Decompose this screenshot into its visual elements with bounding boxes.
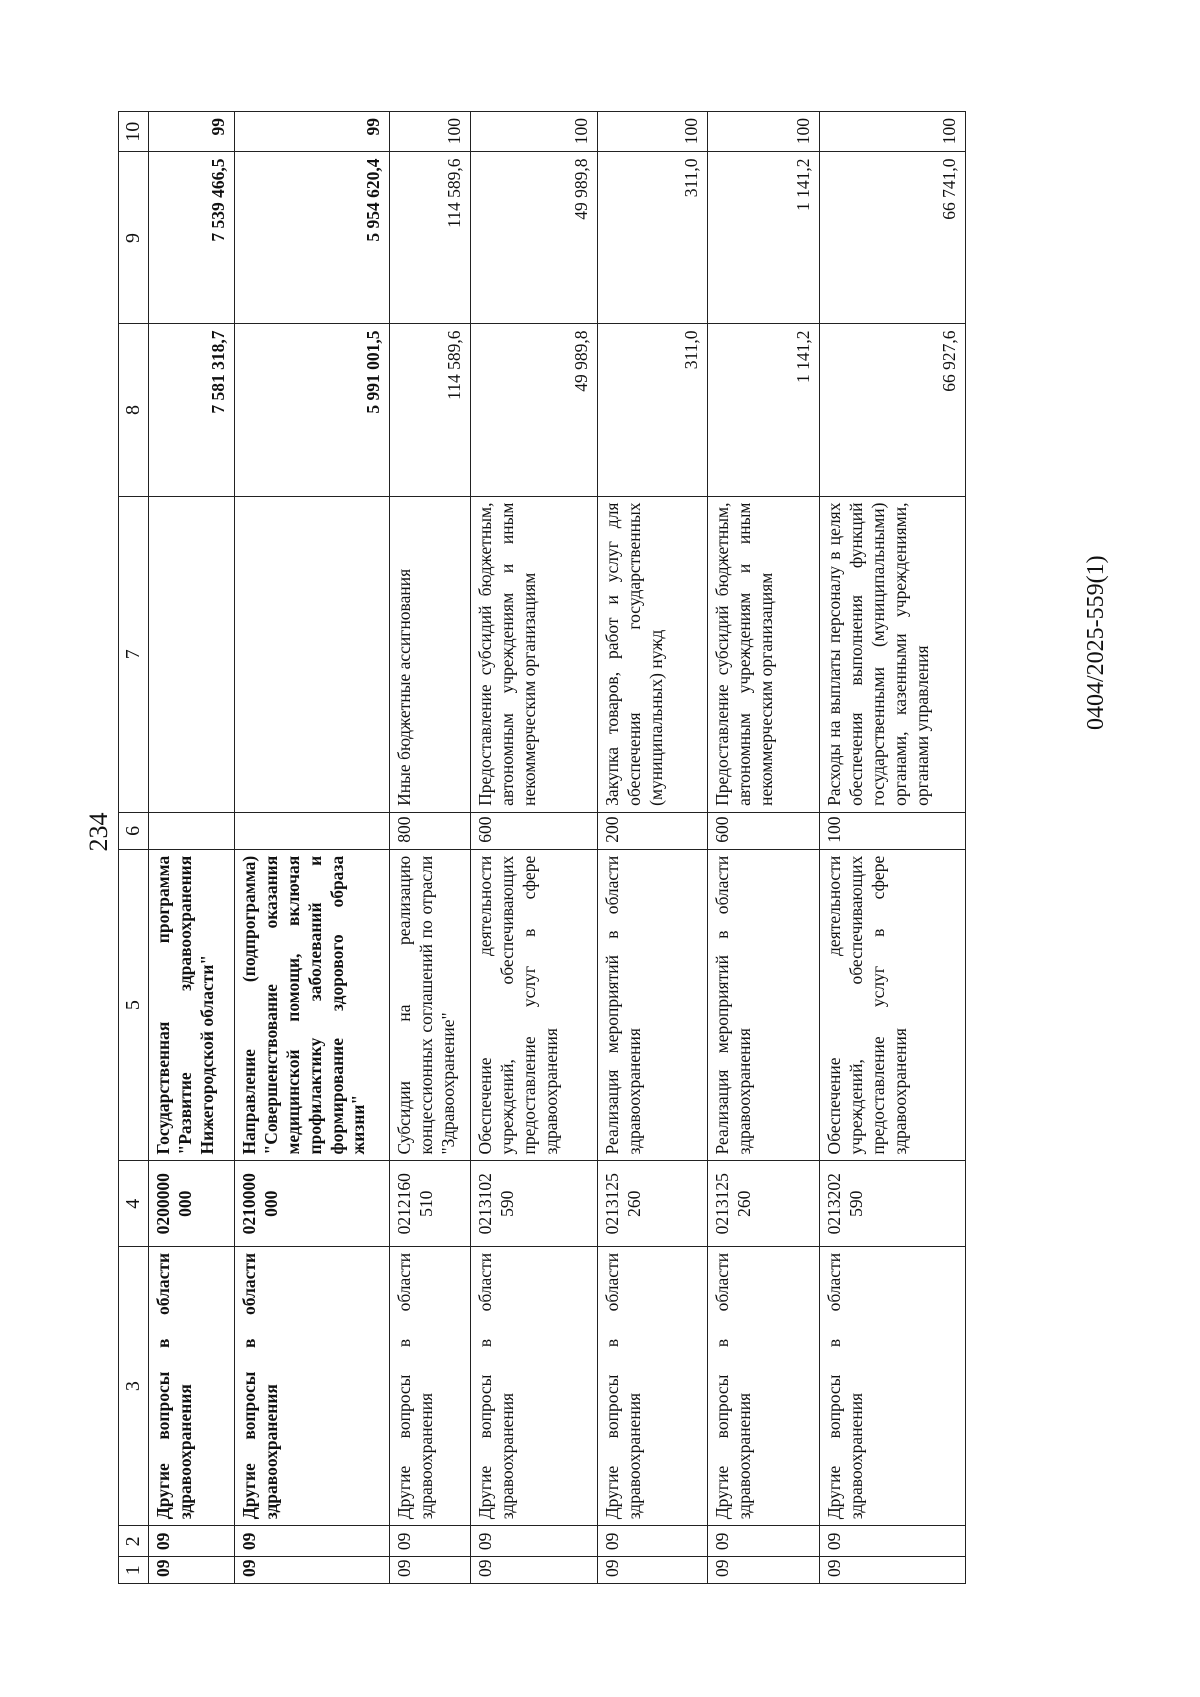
subsection-code: 09 [708,1526,820,1557]
expense-type-code [149,812,235,849]
table-row [235,112,390,1584]
subsection-code: 09 [820,1526,966,1557]
column-header-5: 5 [119,849,149,1161]
budget-table [118,111,966,1584]
target-article-code: 0200000 000 [149,1161,235,1246]
execution-percent: 100 [390,112,471,152]
section-code: 09 [471,1557,598,1584]
subsection-name: Другие вопросы в области здравоохранения [149,1246,235,1525]
program-name: Реализация мероприятий в области здравоохранения [708,849,820,1161]
target-article-code: 0213125 260 [598,1161,708,1246]
subsection-name: Другие вопросы в области здравоохранения [471,1246,598,1525]
executed-amount: 1 141,2 [708,152,820,324]
expense-type-name: Расходы на выплаты персоналу в целях обеспечения выполнения функций государственными (муниципальными) органами, казенными учреждениями, органами управления [820,496,966,812]
subsection-code: 09 [390,1526,471,1557]
table-body [149,112,966,1584]
target-article-code: 0213102 590 [471,1161,598,1246]
column-header-6: 6 [119,812,149,849]
table-row [390,112,471,1584]
table-row [149,112,235,1584]
expense-type-code: 600 [708,812,820,849]
column-header-7: 7 [119,496,149,812]
column-header-4: 4 [119,1161,149,1246]
target-article-code: 0212160 510 [390,1161,471,1246]
subsection-name: Другие вопросы в области здравоохранения [820,1246,966,1525]
target-article-code: 0210000 000 [235,1161,390,1246]
program-name: Обеспечение деятельности учреждений, обеспечивающих предоставление услуг в сфере здравоохранения [820,849,966,1161]
column-header-2: 2 [119,1526,149,1557]
execution-percent: 100 [471,112,598,152]
section-code: 09 [390,1557,471,1584]
planned-amount: 1 141,2 [708,324,820,496]
expense-type-code: 200 [598,812,708,849]
expense-type-code: 600 [471,812,598,849]
subsection-name: Другие вопросы в области здравоохранения [390,1246,471,1525]
page-number: 234 [84,812,113,852]
expense-type-code: 800 [390,812,471,849]
program-name: Направление (подпрограмма) "Совершенствование оказания медицинской помощи, включая профилактику заболеваний и формирование здорового образа жизни" [235,849,390,1161]
expense-type-name [149,496,235,812]
column-header-1: 1 [119,1557,149,1584]
subsection-name: Другие вопросы в области здравоохранения [235,1246,390,1525]
subsection-code: 09 [598,1526,708,1557]
executed-amount: 7 539 466,5 [149,152,235,324]
expense-type-name [235,496,390,812]
planned-amount: 5 991 001,5 [235,324,390,496]
expense-type-name: Предоставление субсидий бюджетным, автономным учреждениям и иным некоммерческим организациям [471,496,598,812]
column-header-9: 9 [119,152,149,324]
target-article-code: 0213125 260 [708,1161,820,1246]
section-code: 09 [235,1557,390,1584]
program-name: Реализация мероприятий в области здравоохранения [598,849,708,1161]
execution-percent: 100 [598,112,708,152]
section-code: 09 [149,1557,235,1584]
column-header-8: 8 [119,324,149,496]
execution-percent: 100 [708,112,820,152]
document-code: 0404/2025-559(1) [1082,555,1109,730]
table-row [471,112,598,1584]
program-name: Государственная программа "Развитие здравоохранения Нижегородской области" [149,849,235,1161]
execution-percent: 100 [820,112,966,152]
column-header-3: 3 [119,1246,149,1525]
executed-amount: 5 954 620,4 [235,152,390,324]
table-row [820,112,966,1584]
target-article-code: 0213202 590 [820,1161,966,1246]
executed-amount: 114 589,6 [390,152,471,324]
execution-percent: 99 [235,112,390,152]
table-row [598,112,708,1584]
planned-amount: 7 581 318,7 [149,324,235,496]
section-code: 09 [598,1557,708,1584]
subsection-name: Другие вопросы в области здравоохранения [598,1246,708,1525]
expense-type-code [235,812,390,849]
executed-amount: 311,0 [598,152,708,324]
expense-type-name: Предоставление субсидий бюджетным, автономным учреждениям и иным некоммерческим организациям [708,496,820,812]
planned-amount: 311,0 [598,324,708,496]
program-name: Субсидии на реализацию концессионных соглашений по отрасли "Здравоохранение" [390,849,471,1161]
subsection-code: 09 [471,1526,598,1557]
execution-percent: 99 [149,112,235,152]
program-name: Обеспечение деятельности учреждений, обеспечивающих предоставление услуг в сфере здравоохранения [471,849,598,1161]
expense-type-name: Закупка товаров, работ и услуг для обеспечения государственных (муниципальных) нужд [598,496,708,812]
expense-type-name: Иные бюджетные ассигнования [390,496,471,812]
planned-amount: 66 927,6 [820,324,966,496]
table-row [708,112,820,1584]
budget-table-frame [118,111,1079,1584]
header-row [119,112,149,1584]
subsection-code: 09 [235,1526,390,1557]
subsection-code: 09 [149,1526,235,1557]
expense-type-code: 100 [820,812,966,849]
section-code: 09 [820,1557,966,1584]
section-code: 09 [708,1557,820,1584]
planned-amount: 49 989,8 [471,324,598,496]
executed-amount: 66 741,0 [820,152,966,324]
column-header-10: 10 [119,112,149,152]
executed-amount: 49 989,8 [471,152,598,324]
subsection-name: Другие вопросы в области здравоохранения [708,1246,820,1525]
planned-amount: 114 589,6 [390,324,471,496]
